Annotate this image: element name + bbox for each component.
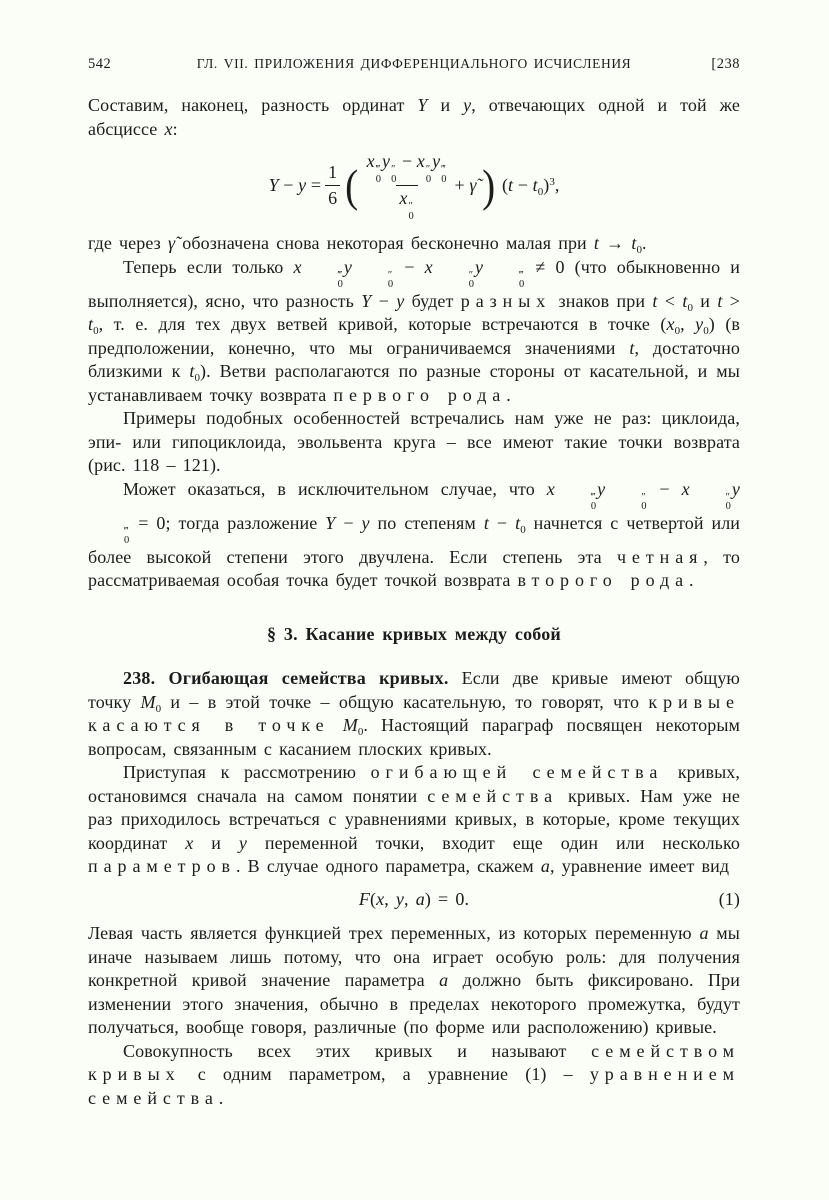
page-body xyxy=(88,94,740,1110)
fraction-denominator: 6 xyxy=(325,185,340,211)
paragraph-family-definition: Совокупность всех этих кривых и называют семейством кривых с одним параметром, а уравнение (1) – уравнением семейства. xyxy=(88,1040,740,1108)
paragraph-gamma-note: где через γ̃ обозначена снова некоторая бесконечно малая при $t \to t_0$. xyxy=(88,233,647,256)
page-number: 542 xyxy=(88,56,112,72)
section-reference: [238 xyxy=(711,56,740,72)
fraction-numerator: x ‴ 0 y ″ 0 − x ″ 0 y ‴ 0 xyxy=(366,151,447,185)
family-equation-line xyxy=(88,888,740,912)
gamma-term: + γ̃ xyxy=(454,174,477,195)
paragraph-left-side: Левая часть является функцией трех переменных, из которых переменную a мы иначе называем лишь потому, что она играет особую роль: для получения конкретной кривой значение параметра a должно быть фиксировано. При изменении этого значения, обычно в пределах некоторого промежутка, будут получаться, вообще говоря, различные (по форме или расположению) кривые. xyxy=(88,923,740,1037)
paragraph-envelope-intro: 238. Огибающая семейства кривых. Если две кривые имеют общую точку $M_0$ и – в этой точке – общую касательную, то говорят, что кривые касаются в точке $M_0$. Настоящий параграф посвящен некоторым вопросам, связанным с касанием плоских кривых. xyxy=(88,668,740,759)
paragraph-ordinate-difference: Составим, наконец, разность ординат Y и y, отвечающих одной и той же абсциссе x: xyxy=(88,95,740,139)
chapter-running-title: ГЛ. VII. ПРИЛОЖЕНИЯ ДИФФЕРЕНЦИАЛЬНОГО ИСЧИСЛЕНИЯ xyxy=(196,56,632,71)
open-paren: ( xyxy=(345,159,359,211)
family-equation: F(x, y, a) = 0. xyxy=(358,888,470,909)
equation-number: (1) xyxy=(718,888,740,909)
paragraph-examples: Примеры подобных особенностей встречались нам уже не раз: циклоида, эпи- или гипоциклоида, эвольвента круга – все имеют такие точки возврата (рис. 118 – 121). xyxy=(88,408,740,475)
section-heading: § 3. Касание кривых между собой xyxy=(266,623,561,644)
paragraph-cusp-second-kind: Может оказаться, в исключительном случае, что x ‴ 0 y ″ 0 − x ″ 0 y ‴ 0 = 0; тогда разложение Y − y по степеням $t - t_0$ начнется с четвертой или более высокой степени этого двучлена. Если степень эта четная, то рассматриваемая особая точка будет точкой возврата второго рода. xyxy=(88,478,741,590)
formula-lhs: Y − y = xyxy=(268,174,322,195)
paragraph-family-concept: Приступая к рассмотрению огибающей семейства кривых, остановимся сначала на самом понятии семейства кривых. Нам уже не раз приходилось встречаться с уравнениями кривых, в которые, кроме текущих координат x и y переменной точки, входит еще один или несколько параметров. В случае одного параметра, скажем a, уравнение имеет вид xyxy=(88,762,740,876)
close-paren: ) xyxy=(481,159,495,211)
cusp-difference-formula xyxy=(88,150,740,221)
inner-fraction xyxy=(364,150,451,221)
fraction-denominator: x ″ 0 xyxy=(396,185,417,221)
formula-tail: $(t - t_0)^3$, xyxy=(501,174,560,198)
paragraph-cusp-first-kind: Теперь если только x ‴ 0 y ″ 0 − x ″ 0 y ‴ 0 ≠ 0 (что обыкновенно и выполняется), ясно, что разность Y − y будет разных знаков при $t < t_0$ и $t > t_0$, т. е. для тех двух ветвей кривой, которые встречаются в точке ($x_0$, $y_0$) (в предположении, конечно, что мы ограничиваемся значениями t, достаточно близкими к $t_0$). Ветви располагаются по разные стороны от касательной, и мы устанавливаем точку возврата первого рода. xyxy=(88,256,741,405)
text-block xyxy=(88,56,740,1110)
coefficient-fraction xyxy=(325,161,340,211)
running-header xyxy=(88,56,740,73)
fraction-numerator: 1 xyxy=(328,161,338,182)
